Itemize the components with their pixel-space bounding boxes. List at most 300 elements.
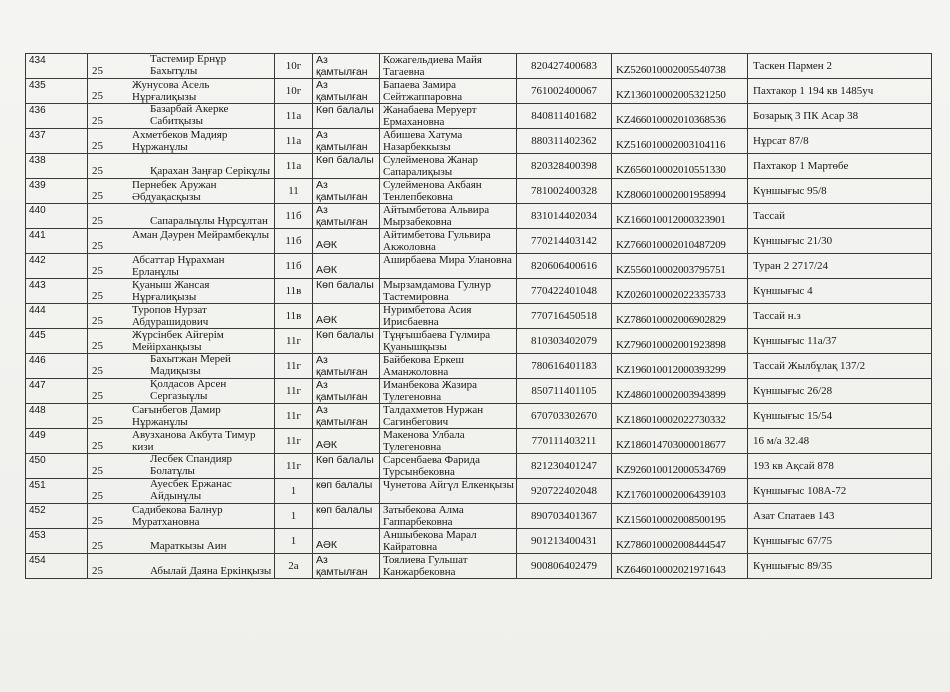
student-name: Пернебек Аружан Әбдуақасқызы — [132, 179, 217, 203]
student-name: Қарахан Заңғар Серікұлы — [150, 165, 271, 177]
iin-value: 920722402048 — [531, 485, 597, 497]
group-code: 25 — [92, 265, 103, 277]
category-cell — [313, 254, 380, 279]
class-cell — [275, 404, 313, 429]
parent-cell — [380, 529, 517, 554]
category-cell — [313, 454, 380, 479]
student-name: Сапаралыұлы Нұрсұлтан — [150, 215, 268, 227]
iban-value: KZ766010002010487209 — [616, 239, 726, 251]
iin-value: 761002400067 — [531, 85, 597, 97]
iban-cell — [612, 404, 748, 429]
iban-value: KZ786010002006902829 — [616, 314, 726, 326]
category-label: Көп балалы — [316, 279, 374, 291]
row-number-cell — [26, 254, 88, 279]
parent-name: Бапаева Замира Сейтжаппаровна — [383, 79, 463, 103]
row-number-cell — [26, 129, 88, 154]
row-number: 440 — [29, 205, 46, 216]
iin-cell — [517, 429, 612, 454]
iban-value: KZ786010002008444547 — [616, 539, 726, 551]
student-cell — [88, 504, 275, 529]
parent-cell — [380, 404, 517, 429]
class-cell — [275, 204, 313, 229]
class-cell — [275, 254, 313, 279]
category-cell — [313, 504, 380, 529]
class-cell — [275, 154, 313, 179]
table-row — [26, 404, 932, 429]
parent-name: Абишева Хатума Назарбеккызы — [383, 129, 463, 153]
row-number-cell — [26, 529, 88, 554]
class-label: 11а — [285, 110, 302, 122]
student-name: Жунусова Асель Нұрғалиқызы — [132, 79, 210, 103]
category-label: АӘК — [316, 539, 338, 551]
parent-cell — [380, 254, 517, 279]
row-number: 448 — [29, 405, 46, 416]
row-number-cell — [26, 79, 88, 104]
student-name: Аман Дәурен Мейрамбекұлы — [132, 229, 270, 241]
table-row — [26, 129, 932, 154]
address-value: 16 м/а 32.48 — [753, 435, 810, 447]
student-cell — [88, 304, 275, 329]
row-number: 446 — [29, 355, 46, 366]
class-label: 10г — [285, 60, 302, 72]
row-number-cell — [26, 154, 88, 179]
class-label: 11в — [285, 285, 302, 297]
class-cell — [275, 454, 313, 479]
address-value: 193 кв Ақсай 878 — [753, 460, 834, 472]
table-row — [26, 429, 932, 454]
class-label: 1 — [290, 510, 297, 522]
class-label: 11г — [285, 460, 302, 472]
iin-value: 890703401367 — [531, 510, 597, 522]
class-cell — [275, 379, 313, 404]
iin-cell — [517, 354, 612, 379]
student-name: Туропов Нурзат Абдурашидович — [132, 304, 209, 328]
category-label: АӘК — [316, 439, 338, 451]
student-name: Бахытжан Мерей Мадиқызы — [150, 353, 231, 377]
parent-cell — [380, 154, 517, 179]
category-cell — [313, 279, 380, 304]
address-value: Таскен Пармен 2 — [753, 60, 832, 72]
iban-value: KZ646010002021971643 — [616, 564, 726, 576]
iin-cell — [517, 379, 612, 404]
address-value: Тассай — [753, 210, 785, 222]
iban-cell — [612, 129, 748, 154]
category-cell — [313, 204, 380, 229]
student-cell — [88, 229, 275, 254]
student-cell — [88, 179, 275, 204]
address-value: Бозарық 3 ПК Асар 38 — [753, 110, 859, 122]
group-code: 25 — [92, 415, 103, 427]
parent-name: Сулейменова Жанар Сапаралиқызы — [383, 154, 478, 178]
iin-cell — [517, 154, 612, 179]
iban-value: KZ526010002005540738 — [616, 64, 726, 76]
class-label: 2а — [288, 560, 299, 572]
address-value: Күншығыс 11а/37 — [753, 335, 837, 347]
student-cell — [88, 79, 275, 104]
table-row — [26, 504, 932, 529]
class-label: 11б — [285, 235, 302, 247]
address-cell — [748, 154, 932, 179]
class-label: 11г — [285, 385, 302, 397]
category-label: Көп балалы — [316, 154, 374, 166]
class-cell — [275, 479, 313, 504]
iban-cell — [612, 379, 748, 404]
address-value: Күншығыс 95/8 — [753, 185, 827, 197]
category-cell — [313, 129, 380, 154]
parent-cell — [380, 379, 517, 404]
parent-cell — [380, 104, 517, 129]
group-code: 25 — [92, 365, 103, 377]
parent-name: Байбекова Еркеш Аманжоловна — [383, 354, 465, 378]
student-name: Ауесбек Ержанас Айдынұлы — [150, 478, 232, 502]
parent-name: Талдахметов Нуржан Сагинбегович — [383, 404, 484, 428]
iin-cell — [517, 529, 612, 554]
iin-value: 770214403142 — [531, 235, 597, 247]
category-cell — [313, 379, 380, 404]
iban-cell — [612, 354, 748, 379]
row-number: 452 — [29, 505, 46, 516]
address-cell — [748, 79, 932, 104]
row-number: 439 — [29, 180, 46, 191]
parent-cell — [380, 179, 517, 204]
iban-value: KZ186010002022730332 — [616, 414, 726, 426]
group-code: 25 — [92, 390, 103, 402]
parent-cell — [380, 279, 517, 304]
class-label: 11б — [285, 260, 302, 272]
address-cell — [748, 479, 932, 504]
class-cell — [275, 554, 313, 579]
student-cell — [88, 354, 275, 379]
row-number: 441 — [29, 230, 46, 241]
address-cell — [748, 429, 932, 454]
student-cell — [88, 379, 275, 404]
table-row — [26, 554, 932, 579]
iin-cell — [517, 504, 612, 529]
parent-cell — [380, 304, 517, 329]
row-number-cell — [26, 54, 88, 79]
row-number: 435 — [29, 80, 46, 91]
row-number: 454 — [29, 555, 46, 566]
table-row — [26, 354, 932, 379]
iban-value: KZ196010012000393299 — [616, 364, 726, 376]
table-row — [26, 479, 932, 504]
row-number-cell — [26, 404, 88, 429]
category-cell — [313, 354, 380, 379]
class-cell — [275, 129, 313, 154]
student-cell — [88, 279, 275, 304]
parent-name: Иманбекова Жазира Тулегеновна — [383, 379, 477, 403]
iin-cell — [517, 254, 612, 279]
parent-name: Чунетова Айгүл Елкенқызы — [383, 479, 514, 491]
row-number: 449 — [29, 430, 46, 441]
group-code: 25 — [92, 140, 103, 152]
iban-cell — [612, 54, 748, 79]
iban-cell — [612, 104, 748, 129]
row-number: 445 — [29, 330, 46, 341]
student-cell — [88, 254, 275, 279]
iban-value: KZ186014703000018677 — [616, 439, 726, 451]
group-code: 25 — [92, 65, 103, 77]
student-cell — [88, 54, 275, 79]
iban-cell — [612, 79, 748, 104]
iin-cell — [517, 79, 612, 104]
parent-name: Затыбекова Алма Гаппарбековна — [383, 504, 464, 528]
row-number: 442 — [29, 255, 46, 266]
group-code: 25 — [92, 190, 103, 202]
student-cell — [88, 429, 275, 454]
student-name: Қолдасов Арсен Сергазыұлы — [150, 378, 227, 402]
row-number-cell — [26, 329, 88, 354]
row-number-cell — [26, 354, 88, 379]
row-number-cell — [26, 379, 88, 404]
row-number: 450 — [29, 455, 46, 466]
address-value: Күншығыс 4 — [753, 285, 813, 297]
student-name: Базарбай Акерке Сабитқызы — [150, 103, 229, 127]
iban-value: KZ026010002022335733 — [616, 289, 726, 301]
iin-cell — [517, 229, 612, 254]
iin-cell — [517, 104, 612, 129]
class-label: 1 — [290, 535, 297, 547]
address-value: Күншығыс 15/54 — [753, 410, 833, 422]
parent-cell — [380, 79, 517, 104]
table-row — [26, 104, 932, 129]
parent-cell — [380, 354, 517, 379]
iin-cell — [517, 404, 612, 429]
group-code: 25 — [92, 490, 103, 502]
class-cell — [275, 54, 313, 79]
iban-cell — [612, 229, 748, 254]
category-cell — [313, 304, 380, 329]
category-cell — [313, 104, 380, 129]
parent-name: Аширбаева Мира Улановна — [383, 254, 512, 266]
table-body — [26, 54, 932, 579]
row-number: 451 — [29, 480, 46, 491]
iban-cell — [612, 429, 748, 454]
group-code: 25 — [92, 215, 103, 227]
category-cell — [313, 154, 380, 179]
iban-cell — [612, 529, 748, 554]
row-number-cell — [26, 204, 88, 229]
group-code: 25 — [92, 165, 103, 177]
category-label: Аз қамтылған — [316, 54, 368, 78]
address-cell — [748, 529, 932, 554]
row-number-cell — [26, 179, 88, 204]
address-value: Пахтакор 1 194 кв 1485уч — [753, 85, 874, 97]
iban-cell — [612, 329, 748, 354]
class-label: 10г — [285, 85, 302, 97]
iban-value: KZ486010002003943899 — [616, 389, 726, 401]
row-number-cell — [26, 479, 88, 504]
iin-cell — [517, 479, 612, 504]
address-cell — [748, 354, 932, 379]
address-value: Нұрсат 87/8 — [753, 135, 809, 147]
address-cell — [748, 554, 932, 579]
table-row — [26, 254, 932, 279]
class-label: 11г — [285, 360, 302, 372]
address-cell — [748, 179, 932, 204]
iin-value: 770716450518 — [531, 310, 597, 322]
student-cell — [88, 554, 275, 579]
parent-name: Сарсенбаева Фарида Турсынбековна — [383, 454, 480, 478]
table-row — [26, 229, 932, 254]
address-value: Күншығыс 67/75 — [753, 535, 833, 547]
student-cell — [88, 479, 275, 504]
parent-cell — [380, 229, 517, 254]
row-number-cell — [26, 429, 88, 454]
address-value: Күншығыс 26/28 — [753, 385, 833, 397]
iban-value: KZ796010002001923898 — [616, 339, 726, 351]
beneficiaries-table — [25, 53, 932, 579]
row-number-cell — [26, 554, 88, 579]
student-name: Мараткызы Аин — [150, 540, 227, 552]
iin-value: 850711401105 — [531, 385, 597, 397]
class-cell — [275, 229, 313, 254]
category-cell — [313, 529, 380, 554]
group-code: 25 — [92, 290, 103, 302]
address-cell — [748, 329, 932, 354]
student-cell — [88, 104, 275, 129]
table-row — [26, 379, 932, 404]
student-name: Тастемир Ернұр Бахытұлы — [150, 53, 227, 77]
iban-value: KZ156010002008500195 — [616, 514, 726, 526]
student-name: Қуаныш Жансая Нұрғалиқызы — [132, 279, 210, 303]
student-name: Ахметбеков Мадияр Нұржанұлы — [132, 129, 228, 153]
parent-name: Тоялиева Гульшат Канжарбековна — [383, 554, 468, 578]
iban-value: KZ556010002003795751 — [616, 264, 726, 276]
parent-cell — [380, 504, 517, 529]
row-number: 447 — [29, 380, 46, 391]
table-row — [26, 54, 932, 79]
parent-cell — [380, 429, 517, 454]
category-cell — [313, 329, 380, 354]
category-label: Аз қамтылған — [316, 129, 368, 153]
iin-cell — [517, 179, 612, 204]
category-cell — [313, 429, 380, 454]
parent-name: Нуримбетова Асия Ирисбаевна — [383, 304, 472, 328]
iban-cell — [612, 254, 748, 279]
iban-value: KZ656010002010551330 — [616, 164, 726, 176]
iin-value: 781002400328 — [531, 185, 597, 197]
parent-name: Кожагельдиева Майя Тагаевна — [383, 54, 482, 78]
category-label: Көп балалы — [316, 329, 374, 341]
student-cell — [88, 329, 275, 354]
address-cell — [748, 404, 932, 429]
iban-cell — [612, 479, 748, 504]
class-cell — [275, 354, 313, 379]
iban-cell — [612, 279, 748, 304]
table-row — [26, 454, 932, 479]
parent-name: Айтимбетова Гульвира Акжоловна — [383, 229, 491, 253]
address-value: Тассай Жылбұлақ 137/2 — [753, 360, 866, 372]
table-row — [26, 279, 932, 304]
iin-cell — [517, 129, 612, 154]
category-label: көп балалы — [316, 479, 373, 491]
parent-name: Сулейменова Акбаян Тенлепбековна — [383, 179, 482, 203]
iin-value: 770422401048 — [531, 285, 597, 297]
iin-value: 780616401183 — [531, 360, 597, 372]
group-code: 25 — [92, 565, 103, 577]
student-name: Сағынбегов Дамир Нұржанұлы — [132, 404, 221, 428]
class-label: 11б — [285, 210, 302, 222]
iban-cell — [612, 554, 748, 579]
group-code: 25 — [92, 540, 103, 552]
class-cell — [275, 179, 313, 204]
iin-value: 820427400683 — [531, 60, 597, 72]
row-number-cell — [26, 304, 88, 329]
category-cell — [313, 179, 380, 204]
address-cell — [748, 454, 932, 479]
iban-value: KZ176010002006439103 — [616, 489, 726, 501]
parent-cell — [380, 129, 517, 154]
class-label: 11г — [285, 410, 302, 422]
group-code: 25 — [92, 440, 103, 452]
student-name: Лесбек Спандияр Болатұлы — [150, 453, 233, 477]
address-cell — [748, 254, 932, 279]
table-row — [26, 179, 932, 204]
category-label: Аз қамтылған — [316, 554, 368, 578]
iin-value: 831014402034 — [531, 210, 597, 222]
table-row — [26, 529, 932, 554]
iin-cell — [517, 304, 612, 329]
class-cell — [275, 529, 313, 554]
category-label: Аз қамтылған — [316, 354, 368, 378]
row-number-cell — [26, 279, 88, 304]
iin-cell — [517, 204, 612, 229]
row-number-cell — [26, 104, 88, 129]
group-code: 25 — [92, 115, 103, 127]
parent-name: Айтымбетова Альвира Мырзабековна — [383, 204, 490, 228]
iban-cell — [612, 304, 748, 329]
iin-cell — [517, 329, 612, 354]
iin-value: 821230401247 — [531, 460, 597, 472]
student-name: Абылай Даяна Еркінқызы — [150, 565, 272, 577]
iban-value: KZ926010012000534769 — [616, 464, 726, 476]
iban-cell — [612, 504, 748, 529]
address-value: Күншығыс 108А-72 — [753, 485, 847, 497]
category-cell — [313, 479, 380, 504]
group-code: 25 — [92, 465, 103, 477]
address-cell — [748, 304, 932, 329]
iin-value: 900806402479 — [531, 560, 597, 572]
category-label: АӘК — [316, 239, 338, 251]
parent-name: Аншыбекова Марал Кайратовна — [383, 529, 477, 553]
iban-cell — [612, 179, 748, 204]
row-number-cell — [26, 454, 88, 479]
category-label: Аз қамтылған — [316, 379, 368, 403]
parent-cell — [380, 204, 517, 229]
class-label: 11в — [285, 310, 302, 322]
category-cell — [313, 554, 380, 579]
class-label: 11 — [288, 185, 299, 197]
category-label: Көп балалы — [316, 454, 374, 466]
category-cell — [313, 54, 380, 79]
class-label: 1 — [290, 485, 297, 497]
address-cell — [748, 504, 932, 529]
iin-cell — [517, 279, 612, 304]
parent-cell — [380, 554, 517, 579]
iin-value: 770111403211 — [531, 435, 597, 447]
address-value: Күншығыс 21/30 — [753, 235, 833, 247]
iin-value: 880311402362 — [531, 135, 597, 147]
student-name: Жүрсінбек Айгерім Мейірханқызы — [132, 329, 224, 353]
row-number: 437 — [29, 130, 46, 141]
parent-cell — [380, 54, 517, 79]
parent-cell — [380, 479, 517, 504]
parent-name: Мырзамдамова Гулнур Тастемировна — [383, 279, 491, 303]
iin-value: 670703302670 — [531, 410, 597, 422]
category-label: көп балалы — [316, 504, 373, 516]
class-label: 11г — [285, 335, 302, 347]
